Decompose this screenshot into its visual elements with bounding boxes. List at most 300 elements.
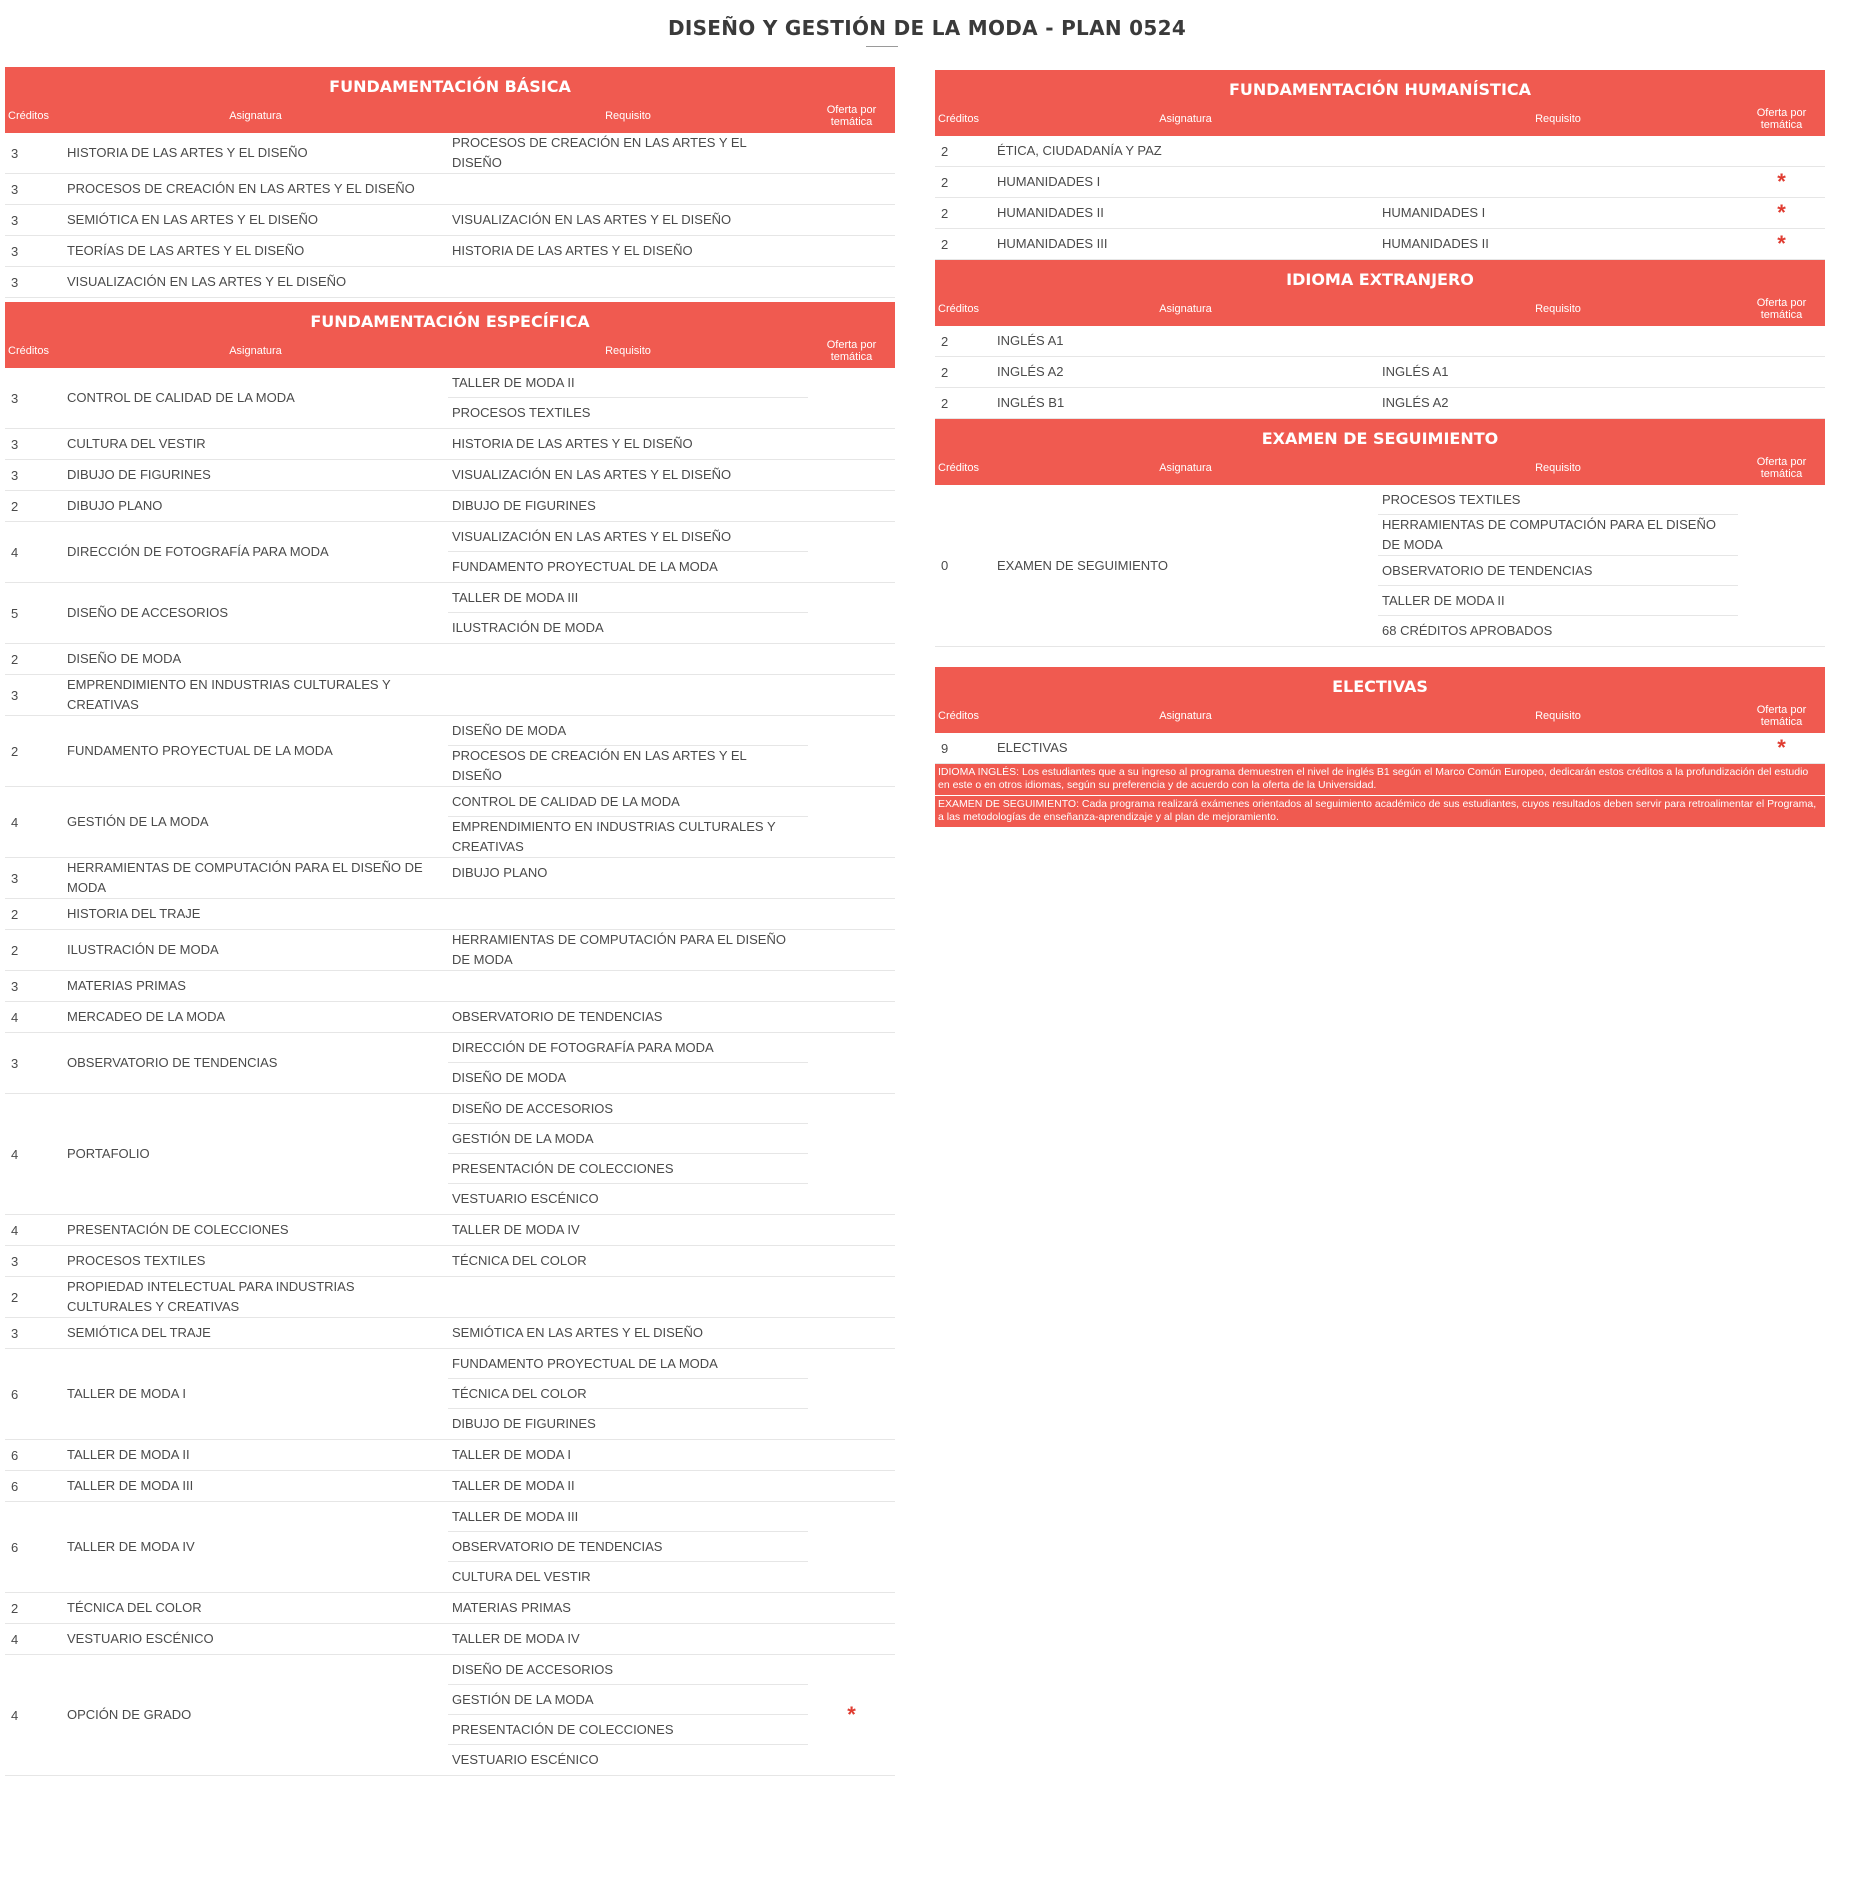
credits-cell: 3 (11, 978, 19, 994)
offer-cell (808, 1246, 895, 1276)
offer-cell (808, 1318, 895, 1348)
requirements-cell (448, 971, 808, 1001)
requirement-item: EMPRENDIMIENTO EN INDUSTRIAS CULTURALES Y CREATIVAS (452, 819, 776, 854)
offer-cell (808, 675, 895, 715)
table-row (5, 675, 895, 716)
subject-cell: PRESENTACIÓN DE COLECCIONES (67, 1222, 289, 1237)
requirements-cell (1378, 198, 1738, 228)
block-fundamentacion-humanistica (935, 70, 1825, 260)
requirement-empty (448, 267, 808, 297)
subject-cell: MATERIAS PRIMAS (67, 978, 186, 993)
credits-cell: 0 (941, 558, 949, 573)
offer-cell (808, 716, 895, 786)
table-header (5, 302, 895, 368)
credits-cell: 2 (11, 1600, 19, 1616)
requirement-item: GESTIÓN DE LA MODA (448, 1124, 808, 1154)
credits-cell: 3 (11, 1055, 19, 1071)
credits-cell: 2 (941, 205, 949, 221)
subject-cell: HUMANIDADES I (997, 174, 1101, 189)
requirement-item: DIRECCIÓN DE FOTOGRAFÍA PARA MODA (448, 1033, 808, 1063)
table-title: FUNDAMENTACIÓN HUMANÍSTICA (1228, 80, 1532, 99)
table-row (5, 1593, 895, 1624)
credits-cell: 3 (11, 212, 19, 228)
table-row (5, 1440, 895, 1471)
requirement-empty (448, 644, 808, 674)
requirements-cell (1378, 136, 1738, 166)
requirement-item: DIBUJO DE FIGURINES (452, 1416, 596, 1431)
subject-cell: OPCIÓN DE GRADO (67, 1707, 192, 1722)
requirements-cell (448, 1318, 808, 1348)
requirement-item: GESTIÓN DE LA MODA (448, 1685, 808, 1715)
col-header-asignatura: Asignatura (1159, 302, 1212, 315)
subject-cell: PROCESOS TEXTILES (67, 1253, 206, 1268)
col-header-creditos: Créditos (938, 112, 979, 125)
requirements-cell (448, 675, 808, 715)
table-title: FUNDAMENTACIÓN BÁSICA (329, 77, 571, 96)
table-row (5, 491, 895, 522)
requirement-item: DIBUJO DE FIGURINES (452, 498, 596, 513)
subject-cell: SEMIÓTICA EN LAS ARTES Y EL DISEÑO (67, 212, 318, 227)
subject-cell: EMPRENDIMIENTO EN INDUSTRIAS CULTURALES Y CREATIVAS (67, 677, 391, 712)
table-title: FUNDAMENTACIÓN ESPECÍFICA (310, 312, 590, 331)
requirements-cell (1378, 167, 1738, 197)
requirement-item: 68 CRÉDITOS APROBADOS (1382, 623, 1553, 638)
offer-star-icon: * (1777, 231, 1786, 256)
subject-cell: CONTROL DE CALIDAD DE LA MODA (67, 390, 295, 405)
table-row (5, 205, 895, 236)
credits-cell: 2 (941, 143, 949, 159)
credits-cell: 4 (11, 814, 19, 830)
table-row (5, 971, 895, 1002)
requirement-item: TALLER DE MODA II (448, 368, 808, 398)
requirement-item: PROCESOS TEXTILES (452, 405, 591, 420)
requirement-item: PRESENTACIÓN DE COLECCIONES (448, 1154, 808, 1184)
table-row (5, 267, 895, 298)
credits-cell: 3 (11, 1325, 19, 1341)
table-row (5, 1318, 895, 1349)
requirement-item: HUMANIDADES I (1382, 205, 1486, 220)
col-header-requisito: Requisito (1535, 709, 1581, 722)
subject-cell: TÉCNICA DEL COLOR (67, 1600, 202, 1615)
table-row (5, 174, 895, 205)
requirement-item: INGLÉS A2 (1382, 395, 1449, 410)
subject-cell: PORTAFOLIO (67, 1146, 150, 1161)
requirements-cell (448, 1502, 808, 1592)
requirements-cell (1378, 733, 1738, 763)
credits-cell: 3 (11, 145, 19, 161)
credits-cell: 3 (11, 870, 19, 886)
requirement-item: VISUALIZACIÓN EN LAS ARTES Y EL DISEÑO (448, 522, 808, 552)
offer-cell (808, 1349, 895, 1439)
requirements-cell (448, 858, 808, 898)
subject-cell: ELECTIVAS (997, 740, 1068, 755)
subject-cell: HISTORIA DE LAS ARTES Y EL DISEÑO (67, 145, 308, 160)
requirements-cell (448, 1471, 808, 1501)
offer-cell (1738, 357, 1825, 387)
block-examen-seguimiento (935, 419, 1825, 647)
subject-cell: DIBUJO PLANO (67, 498, 163, 513)
table-row (5, 858, 895, 899)
table-title: ELECTIVAS (1332, 677, 1428, 696)
table-row (935, 733, 1825, 764)
subject-cell: ILUSTRACIÓN DE MODA (67, 942, 219, 957)
requirement-item: TALLER DE MODA III (448, 1502, 808, 1532)
credits-cell: 4 (11, 1146, 19, 1162)
col-header-asignatura: Asignatura (229, 109, 282, 122)
subject-cell: DISEÑO DE MODA (67, 651, 182, 666)
subject-cell: INGLÉS A2 (997, 364, 1064, 379)
requirements-cell (448, 1349, 808, 1439)
credits-cell: 6 (11, 1386, 19, 1402)
requirement-item: HERRAMIENTAS DE COMPUTACIÓN PARA EL DISEÑO DE MODA (1378, 515, 1738, 556)
table-row (5, 1349, 895, 1440)
table-title: EXAMEN DE SEGUIMIENTO (1261, 429, 1499, 448)
column-headers (935, 291, 1825, 326)
block-idioma-extranjero (935, 260, 1825, 419)
credits-cell: 4 (11, 1631, 19, 1647)
offer-cell (808, 1502, 895, 1592)
table-row (5, 1215, 895, 1246)
subject-cell: MERCADEO DE LA MODA (67, 1009, 226, 1024)
offer-cell (808, 1624, 895, 1654)
offer-star-icon: * (1777, 735, 1786, 760)
offer-cell (808, 429, 895, 459)
requirement-item: PROCESOS DE CREACIÓN EN LAS ARTES Y EL DISEÑO (452, 748, 747, 783)
credits-cell: 3 (11, 390, 19, 406)
credits-cell: 3 (11, 181, 19, 197)
requirements-cell (448, 1215, 808, 1245)
subject-cell: TEORÍAS DE LAS ARTES Y EL DISEÑO (67, 243, 305, 258)
column-headers (5, 333, 895, 368)
table-row (5, 1246, 895, 1277)
requirements-cell (448, 1002, 808, 1032)
table-header (935, 667, 1825, 733)
requirement-item: ILUSTRACIÓN DE MODA (452, 620, 604, 635)
requirements-cell (448, 205, 808, 235)
subject-cell: PROCESOS DE CREACIÓN EN LAS ARTES Y EL DISEÑO (67, 181, 415, 196)
table-row (5, 930, 895, 971)
requirement-item: INGLÉS A1 (1382, 364, 1449, 379)
requirements-cell (448, 1655, 808, 1775)
subject-cell: INGLÉS B1 (997, 395, 1065, 410)
credits-cell: 6 (11, 1478, 19, 1494)
requirement-item: FUNDAMENTO PROYECTUAL DE LA MODA (448, 1349, 808, 1379)
col-header-asignatura: Asignatura (1159, 709, 1212, 722)
requirement-item: MATERIAS PRIMAS (452, 1600, 571, 1615)
col-header-creditos: Créditos (938, 302, 979, 315)
table-header (935, 260, 1825, 326)
requirement-item: HERRAMIENTAS DE COMPUTACIÓN PARA EL DISEÑO DE MODA (452, 932, 786, 967)
offer-cell (808, 1440, 895, 1470)
offer-cell (808, 236, 895, 266)
col-header-asignatura: Asignatura (229, 344, 282, 357)
table-header (935, 419, 1825, 485)
subject-cell: DIRECCIÓN DE FOTOGRAFÍA PARA MODA (67, 544, 329, 559)
offer-cell (808, 858, 895, 898)
subject-cell: HISTORIA DEL TRAJE (67, 906, 201, 921)
table-row (5, 1471, 895, 1502)
subject-cell: VISUALIZACIÓN EN LAS ARTES Y EL DISEÑO (67, 274, 347, 289)
offer-cell (808, 1277, 895, 1317)
requirements-cell (448, 1246, 808, 1276)
table-row (5, 787, 895, 858)
credits-cell: 2 (11, 906, 19, 922)
requirement-empty (448, 1277, 808, 1307)
requirement-empty (1378, 167, 1738, 197)
offer-star-icon: * (1777, 169, 1786, 194)
requirements-cell (1378, 229, 1738, 259)
requirement-item: VESTUARIO ESCÉNICO (452, 1752, 599, 1767)
table-row (5, 1655, 895, 1776)
requirements-cell (448, 644, 808, 674)
subject-cell: TALLER DE MODA I (67, 1386, 186, 1401)
credits-cell: 3 (11, 243, 19, 259)
requirement-empty (1378, 326, 1738, 356)
requirement-item: TALLER DE MODA III (448, 583, 808, 613)
credits-cell: 5 (11, 605, 19, 621)
block-fundamentacion-especifica (5, 302, 895, 1776)
requirements-cell (448, 899, 808, 929)
col-header-asignatura: Asignatura (1159, 461, 1212, 474)
table-row (935, 229, 1825, 260)
table-header (935, 70, 1825, 136)
offer-cell (808, 267, 895, 297)
requirement-empty (448, 899, 808, 929)
subject-cell: HUMANIDADES III (997, 236, 1108, 251)
credits-cell: 3 (11, 436, 19, 452)
column-headers (935, 450, 1825, 485)
offer-star-icon: * (847, 1702, 856, 1727)
requirements-cell (448, 1624, 808, 1654)
subject-cell: HERRAMIENTAS DE COMPUTACIÓN PARA EL DISEÑO DE MODA (67, 860, 423, 895)
table-row (5, 1094, 895, 1215)
requirement-item: VISUALIZACIÓN EN LAS ARTES Y EL DISEÑO (452, 212, 732, 227)
requirement-empty (448, 971, 808, 1001)
table-row (935, 326, 1825, 357)
offer-cell (1738, 485, 1825, 646)
requirement-item: DISEÑO DE MODA (452, 1070, 567, 1085)
requirement-item: DISEÑO DE MODA (448, 716, 808, 746)
table-row (5, 583, 895, 644)
col-header-creditos: Créditos (8, 109, 49, 122)
left-column (5, 67, 895, 1776)
col-header-requisito: Requisito (1535, 461, 1581, 474)
offer-cell (808, 522, 895, 582)
offer-cell (808, 1002, 895, 1032)
requirements-cell (448, 1033, 808, 1093)
col-header-oferta: Oferta por temática (1756, 455, 1807, 480)
credits-cell: 2 (11, 942, 19, 958)
offer-cell (808, 1215, 895, 1245)
subject-cell: FUNDAMENTO PROYECTUAL DE LA MODA (67, 743, 333, 758)
page-title: DISEÑO Y GESTIÓN DE LA MODA - PLAN 0524 (667, 16, 1187, 40)
table-row (5, 716, 895, 787)
table-row (5, 1277, 895, 1318)
col-header-creditos: Créditos (8, 344, 49, 357)
column-headers (5, 98, 895, 133)
credits-cell: 2 (941, 174, 949, 190)
requirements-cell (448, 1094, 808, 1214)
block-electivas (935, 667, 1825, 764)
requirement-item: TALLER DE MODA II (1378, 586, 1738, 616)
requirement-item: TALLER DE MODA II (452, 1478, 575, 1493)
credits-cell: 3 (11, 687, 19, 703)
credits-cell: 3 (11, 274, 19, 290)
requirement-item: TALLER DE MODA IV (452, 1631, 580, 1646)
requirement-item: DISEÑO DE ACCESORIOS (448, 1094, 808, 1124)
offer-cell (808, 930, 895, 970)
table-row (935, 357, 1825, 388)
credits-cell: 9 (941, 740, 949, 756)
requirement-item: PROCESOS TEXTILES (1378, 485, 1738, 515)
table-row (5, 460, 895, 491)
column-headers (935, 698, 1825, 733)
notes (935, 764, 1825, 828)
right-column (935, 70, 1825, 828)
requirements-cell (448, 583, 808, 643)
credits-cell: 2 (11, 1289, 19, 1305)
requirements-cell (1378, 485, 1738, 646)
subject-cell: HUMANIDADES II (997, 205, 1104, 220)
requirement-item: HISTORIA DE LAS ARTES Y EL DISEÑO (452, 243, 693, 258)
credits-cell: 4 (11, 1009, 19, 1025)
col-header-creditos: Créditos (938, 461, 979, 474)
requirements-cell (1378, 388, 1738, 418)
offer-cell (1738, 136, 1825, 166)
credits-cell: 2 (941, 395, 949, 411)
subject-cell: VESTUARIO ESCÉNICO (67, 1631, 214, 1646)
offer-cell (808, 1593, 895, 1623)
offer-cell (808, 491, 895, 521)
requirement-item: HISTORIA DE LAS ARTES Y EL DISEÑO (452, 436, 693, 451)
subject-cell: ÉTICA, CIUDADANÍA Y PAZ (997, 143, 1162, 158)
col-header-oferta: Oferta por temática (1756, 296, 1807, 321)
column-headers (935, 101, 1825, 136)
col-header-requisito: Requisito (605, 344, 651, 357)
offer-cell (808, 133, 895, 173)
subject-cell: CULTURA DEL VESTIR (67, 436, 206, 451)
offer-cell (808, 368, 895, 428)
requirement-item: CONTROL DE CALIDAD DE LA MODA (448, 787, 808, 817)
subject-cell: PROPIEDAD INTELECTUAL PARA INDUSTRIAS CULTURALES Y CREATIVAS (67, 1279, 355, 1314)
requirement-item: PROCESOS DE CREACIÓN EN LAS ARTES Y EL DISEÑO (452, 135, 747, 170)
requirements-cell (448, 491, 808, 521)
offer-cell (1738, 388, 1825, 418)
requirements-cell (448, 236, 808, 266)
requirements-cell (448, 716, 808, 786)
credits-cell: 4 (11, 1222, 19, 1238)
requirement-item: OBSERVATORIO DE TENDENCIAS (1378, 556, 1738, 586)
requirements-cell (448, 429, 808, 459)
credits-cell: 3 (11, 467, 19, 483)
requirement-empty (1378, 733, 1738, 763)
offer-cell (808, 583, 895, 643)
col-header-requisito: Requisito (1535, 112, 1581, 125)
requirement-item: SEMIÓTICA EN LAS ARTES Y EL DISEÑO (452, 1325, 703, 1340)
table-row (5, 236, 895, 267)
requirements-cell (448, 267, 808, 297)
requirements-cell (448, 174, 808, 204)
requirement-empty (448, 174, 808, 204)
table-row (5, 899, 895, 930)
requirements-cell (448, 1593, 808, 1623)
col-header-oferta: Oferta por temática (826, 103, 877, 128)
requirements-cell (1378, 357, 1738, 387)
requirement-empty (448, 675, 808, 705)
requirement-item: DISEÑO DE ACCESORIOS (448, 1655, 808, 1685)
requirement-item: OBSERVATORIO DE TENDENCIAS (452, 1009, 663, 1024)
requirement-item: TÉCNICA DEL COLOR (448, 1379, 808, 1409)
table-row (5, 644, 895, 675)
requirement-item: TALLER DE MODA IV (452, 1222, 580, 1237)
offer-cell (808, 460, 895, 490)
subject-cell: TALLER DE MODA II (67, 1447, 190, 1462)
credits-cell: 4 (11, 544, 19, 560)
requirements-cell (448, 787, 808, 857)
requirement-item: VESTUARIO ESCÉNICO (452, 1191, 599, 1206)
subject-cell: INGLÉS A1 (997, 333, 1064, 348)
offer-cell (808, 899, 895, 929)
credits-cell: 2 (941, 333, 949, 349)
requirement-item: OBSERVATORIO DE TENDENCIAS (448, 1532, 808, 1562)
requirements-cell (448, 1440, 808, 1470)
requirements-cell (448, 930, 808, 970)
requirement-item: HUMANIDADES II (1382, 236, 1489, 251)
requirement-item: VISUALIZACIÓN EN LAS ARTES Y EL DISEÑO (452, 467, 732, 482)
credits-cell: 2 (11, 498, 19, 514)
table-row (935, 167, 1825, 198)
offer-cell (808, 1033, 895, 1093)
offer-cell (1738, 326, 1825, 356)
requirements-cell (448, 522, 808, 582)
col-header-oferta: Oferta por temática (1756, 106, 1807, 131)
offer-cell (808, 787, 895, 857)
offer-cell (808, 1471, 895, 1501)
requirements-cell (448, 368, 808, 428)
subject-cell: DISEÑO DE ACCESORIOS (67, 605, 229, 620)
subject-cell: TALLER DE MODA IV (67, 1539, 195, 1554)
credits-cell: 3 (11, 1253, 19, 1269)
col-header-oferta: Oferta por temática (826, 338, 877, 363)
col-header-requisito: Requisito (1535, 302, 1581, 315)
table-row (5, 1624, 895, 1655)
note-idioma-ingles: IDIOMA INGLÉS: Los estudiantes que a su ingreso al programa demuestren el nivel de inglés B1 según el Marco Común Europeo, dedicarán estos créditos a la profundización del estudio en este o en otros idiomas, según su preferencia y de acuerdo con la oferta de la Universidad. (935, 764, 1825, 796)
offer-star-icon: * (1777, 200, 1786, 225)
offer-cell (808, 174, 895, 204)
credits-cell: 2 (11, 743, 19, 759)
subject-cell: OBSERVATORIO DE TENDENCIAS (67, 1055, 278, 1070)
requirements-cell (448, 1277, 808, 1317)
col-header-asignatura: Asignatura (1159, 112, 1212, 125)
table-row (5, 368, 895, 429)
table-row (935, 136, 1825, 167)
block-fundamentacion-basica (5, 67, 895, 298)
table-row (935, 388, 1825, 419)
col-header-creditos: Créditos (938, 709, 979, 722)
requirements-cell (448, 460, 808, 490)
offer-cell (808, 1094, 895, 1214)
col-header-oferta: Oferta por temática (1756, 703, 1807, 728)
table-row (5, 1033, 895, 1094)
requirements-cell (1378, 326, 1738, 356)
table-row (5, 1502, 895, 1593)
table-row (5, 1002, 895, 1033)
requirement-item: TALLER DE MODA I (452, 1447, 571, 1462)
table-row (5, 522, 895, 583)
requirements-cell (448, 133, 808, 173)
credits-cell: 2 (941, 236, 949, 252)
credits-cell: 2 (11, 651, 19, 667)
